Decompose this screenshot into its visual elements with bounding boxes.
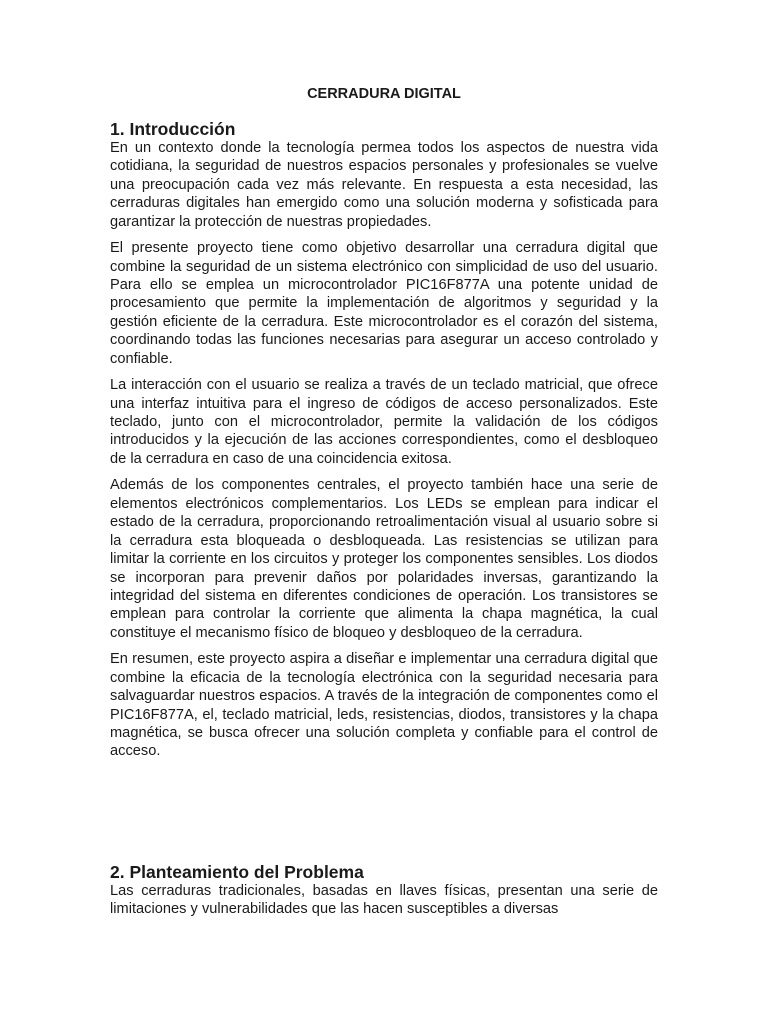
paragraph: El presente proyecto tiene como objetivo desarrollar una cerradura digital que combine la seguridad de un sistema electrónico con simplicidad de uso del usuario. Para ello se emplea un microcontrolador PIC16F877A una potente unidad de procesamiento que permite la implementación de algoritmos y seguridad y la gestión eficiente de la cerradura. Este microcontrolador es el corazón del sistema, coordinando todas las funciones necesarias para asegurar un acceso controlado y confiable. [110, 240, 658, 367]
document-title: CERRADURA DIGITAL [307, 86, 461, 102]
section-introduccion [110, 119, 658, 769]
paragraph: En un contexto donde la tecnología permea todos los aspectos de nuestra vida cotidiana, la seguridad de nuestros espacios personales y profesionales se vuelve una preocupación cada vez más relevante. En respuesta a esta necesidad, las cerraduras digitales han emergido como una solución moderna y sofisticada para garantizar la protección de nuestras propiedades. [110, 140, 658, 230]
paragraph: En resumen, este proyecto aspira a diseñar e implementar una cerradura digital que combine la eficacia de la tecnología electrónica con la seguridad necesaria para salvaguardar nuestros espacios. A través de la integración de componentes como el PIC16F877A, el, teclado matricial, leds, resistencias, diodos, transistores y la chapa magnética, se busca ofrecer una solución completa y confiable para el control de acceso. [110, 651, 658, 760]
paragraph: Las cerraduras tradicionales, basadas en llaves físicas, presentan una serie de limitaciones y vulnerabilidades que las hacen susceptibles a diversas [110, 883, 658, 918]
paragraph: Además de los componentes centrales, el proyecto también hace una serie de elementos electrónicos complementarios. Los LEDs se emplean para indicar el estado de la cerradura, proporcionando retroalimentación visual al usuario sobre si la cerradura esta bloqueada o desbloqueada. Las resistencias se utilizan para limitar la corriente en los circuitos y proteger los componentes sensibles. Los diodos se incorporan para prevenir daños por polaridades inversas, garantizando la integridad del sistema en diferentes condiciones de operación. Los transistores se emplean para controlar la corriente que alimenta la chapa magnética, la cual constituye el mecanismo físico de bloqueo y desbloqueo de la cerradura. [110, 477, 658, 641]
paragraph: La interacción con el usuario se realiza a través de un teclado matricial, que ofrece una interfaz intuitiva para el ingreso de códigos de acceso personalizados. Este teclado, junto con el microcontrolador, permite la validación de los códigos introducidos y la ejecución de las acciones correspondientes, como el desbloqueo de la cerradura en caso de una coincidencia exitosa. [110, 377, 658, 467]
section-planteamiento [110, 862, 658, 927]
section-heading: 1. Introducción [110, 119, 236, 139]
section-heading: 2. Planteamiento del Problema [110, 862, 364, 882]
